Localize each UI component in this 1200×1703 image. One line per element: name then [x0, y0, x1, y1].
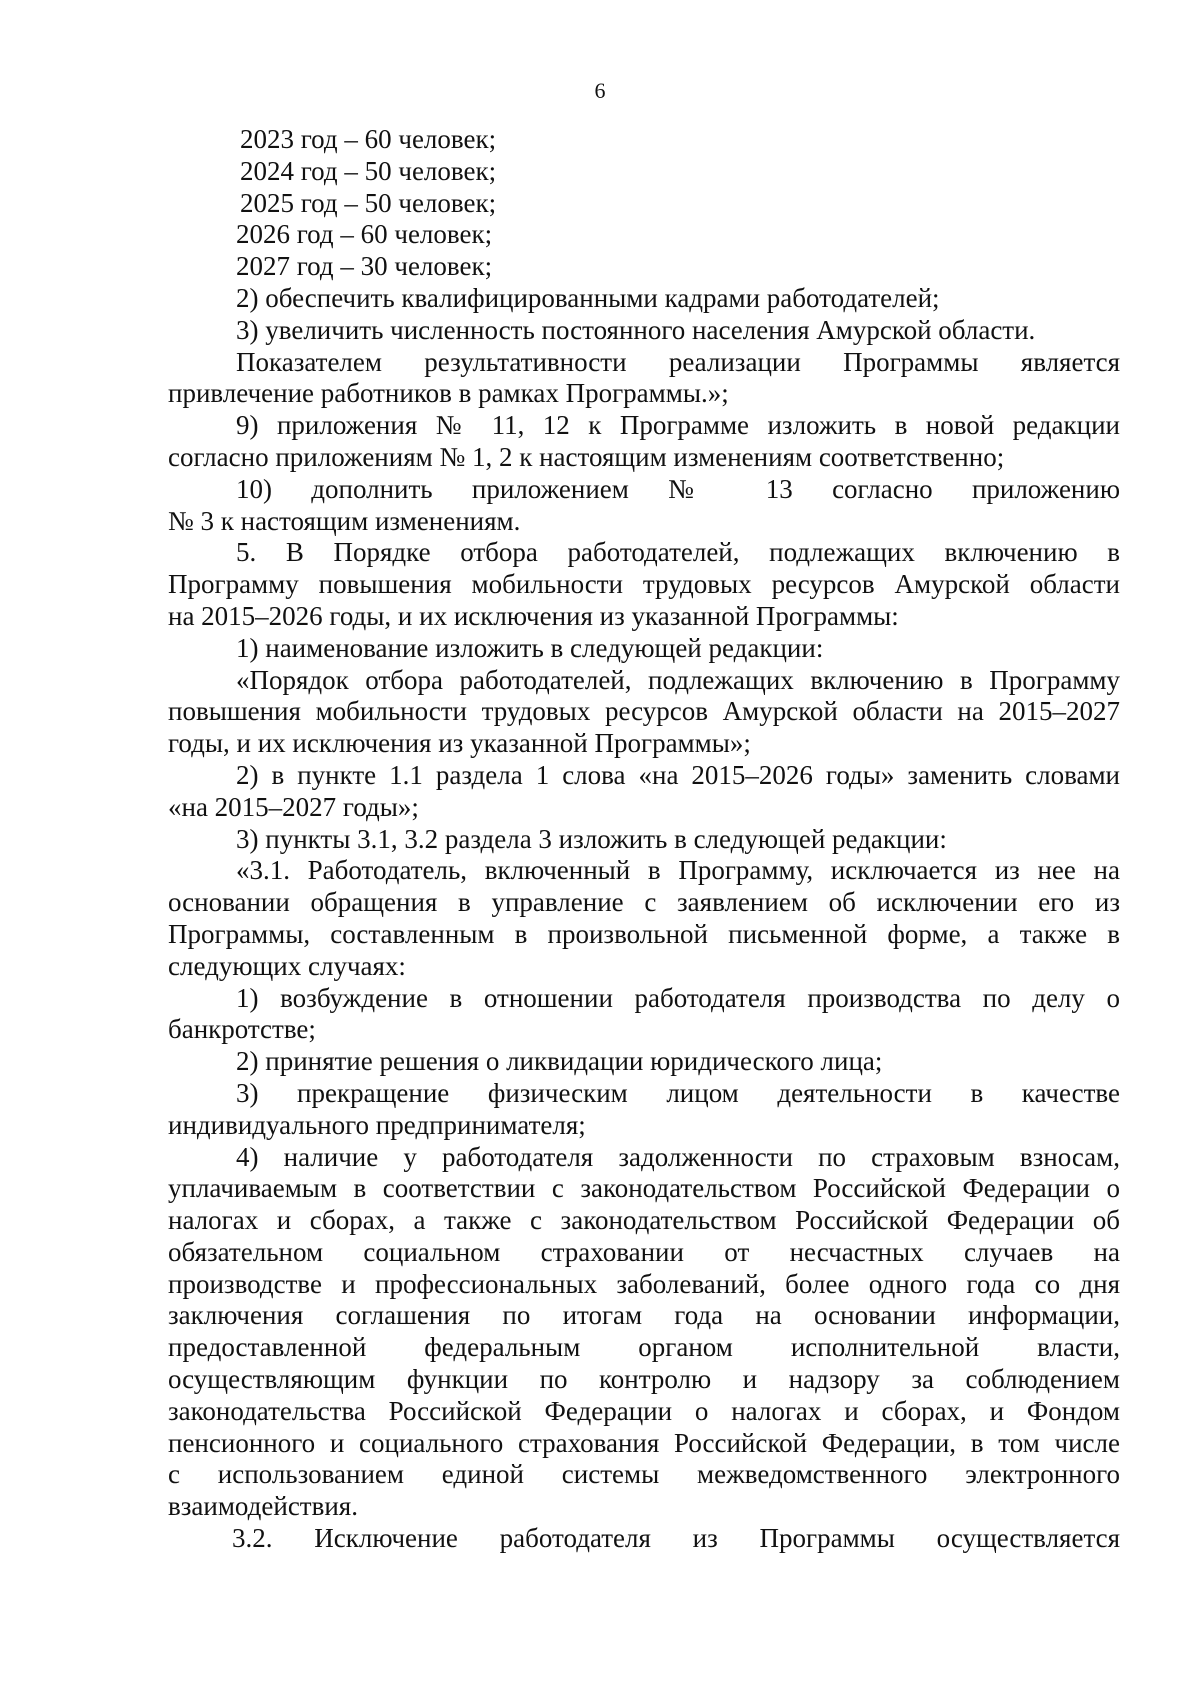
text-line: 1) наименование изложить в следующей редакции:: [236, 632, 824, 663]
text-line: 2) обеспечить квалифицированными кадрами работодателей;: [236, 282, 940, 313]
text-line: предоставленной федеральным органом исполнительной власти,: [168, 1332, 1120, 1363]
text-line: производстве и профессиональных заболеваний, более одного года со дня: [168, 1268, 1120, 1299]
text-line: уплачиваемым в соответствии с законодательством Российской Федерации о: [168, 1173, 1120, 1204]
text-line: № 3 к настоящим изменениям.: [168, 505, 521, 536]
text-line: «на 2015–2027 годы»;: [168, 791, 419, 822]
text-line: взаимодействия.: [168, 1491, 358, 1522]
text-line: привлечение работников в рамках Программы.»;: [168, 378, 729, 409]
text-line: Программы, составленным в произвольной письменной форме, а также в: [168, 918, 1120, 949]
text-line: обязательном социальном страховании от несчастных случаев на: [168, 1236, 1120, 1267]
page-number: 6: [594, 78, 606, 103]
text-line: 3) прекращение физическим лицом деятельности в качестве: [236, 1077, 1120, 1108]
text-line: 2) принятие решения о ликвидации юридического лица;: [236, 1046, 883, 1077]
text-line: 9) приложения № 11, 12 к Программе изложить в новой редакции: [236, 410, 1120, 441]
text-line: 2023 год – 60 человек;: [240, 124, 497, 154]
text-line: на 2015–2026 годы, и их исключения из указанной Программы:: [168, 600, 899, 631]
text-line: следующих случаях:: [168, 950, 406, 981]
text-line: 3) увеличить численность постоянного населения Амурской области.: [236, 314, 1036, 345]
text-line: Программу повышения мобильности трудовых ресурсов Амурской области: [168, 569, 1120, 600]
text-line: «Порядок отбора работодателей, подлежащих включению в Программу: [236, 664, 1120, 695]
text-line: 2027 год – 30 человек;: [236, 251, 493, 282]
text-line: «3.1. Работодатель, включенный в Программу, исключается из нее на: [236, 855, 1120, 886]
text-line: 2026 год – 60 человек;: [236, 219, 493, 250]
text-line: 5. В Порядке отбора работодателей, подлежащих включению в: [236, 537, 1120, 568]
text-line: годы, и их исключения из указанной Программы»;: [168, 728, 751, 759]
text-line: 2025 год – 50 человек;: [240, 187, 497, 218]
text-line: 10) дополнить приложением № 13 согласно приложению: [236, 473, 1120, 504]
text-line: индивидуального предпринимателя;: [168, 1109, 586, 1140]
text-line: налогах и сборах, а также с законодательством Российской Федерации об: [168, 1205, 1120, 1236]
document-body: [168, 124, 1120, 1555]
text-line: с использованием единой системы межведомственного электронного: [168, 1459, 1120, 1490]
text-line: 4) наличие у работодателя задолженности по страховым взносам,: [236, 1141, 1120, 1172]
text-line: 2) в пункте 1.1 раздела 1 слова «на 2015–2026 годы» заменить словами: [236, 759, 1120, 790]
text-line: пенсионного и социального страхования Российской Федерации, в том числе: [168, 1427, 1120, 1458]
text-line: 2024 год – 50 человек;: [240, 155, 497, 186]
text-line: 3.2. Исключение работодателя из Программы осуществляется: [232, 1523, 1120, 1554]
text-line: заключения соглашения по итогам года на основании информации,: [168, 1300, 1120, 1331]
text-line: законодательства Российской Федерации о налогах и сборах, и Фондом: [168, 1395, 1120, 1426]
text-line: 3) пункты 3.1, 3.2 раздела 3 изложить в следующей редакции:: [236, 823, 947, 854]
text-line: согласно приложениям № 1, 2 к настоящим изменениям соответственно;: [168, 441, 1005, 472]
text-line: основании обращения в управление с заявлением об исключении его из: [168, 887, 1120, 918]
text-line: осуществляющим функции по контролю и надзору за соблюдением: [168, 1364, 1120, 1395]
text-line: Показателем результативности реализации Программы является: [236, 346, 1120, 377]
text-line: 1) возбуждение в отношении работодателя производства по делу о: [236, 982, 1120, 1013]
text-line: банкротстве;: [168, 1014, 316, 1045]
text-line: повышения мобильности трудовых ресурсов Амурской области на 2015–2027: [168, 696, 1120, 727]
